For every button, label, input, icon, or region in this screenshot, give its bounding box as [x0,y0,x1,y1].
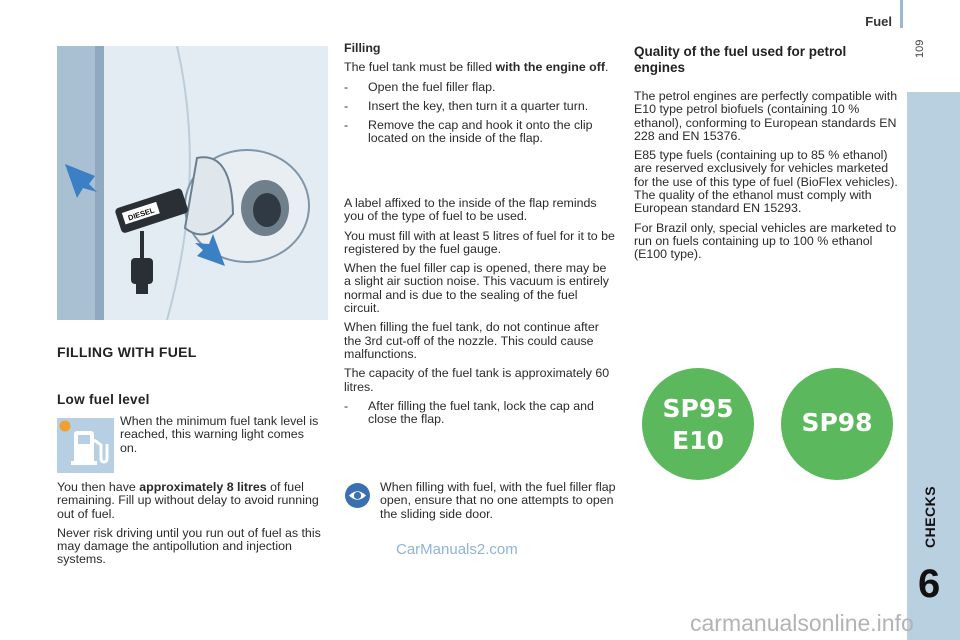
filling-instructions [344,42,616,146]
step-text: After filling the fuel tank, lock the cap and close the flap. [368,398,594,427]
low-fuel-details [57,481,327,567]
filling-step [344,119,616,146]
filling-intro [344,61,616,74]
cap-label-text: DIESEL [126,205,156,223]
low-fuel-description [120,415,320,455]
chapter-number: 6 [918,562,941,606]
page-header-title: Fuel [865,14,892,29]
badge-line2: E10 [672,426,724,455]
section-title: FILLING WITH FUEL [57,344,197,360]
quality-heading: Quality of the fuel used for petrol engines [634,44,847,75]
step-dash: - [344,118,349,133]
badge-line1: SP95 [662,394,734,423]
low-fuel-heading: Low fuel level [57,392,150,407]
page-number: 109 [914,39,926,58]
step-text: Remove the cap and hook it onto the clip located on the inside of the flap. [368,118,593,146]
filling-subtitle: Filling [344,41,381,55]
quality-paragraph: For Brazil only, special vehicles are marketed to run on fuels containing up to 100 % ethanol (E100 type). [634,220,897,262]
cutoff-note: When filling the fuel tank, do not continue after the 3rd cut-off of the nozzle. This could cause malfunctions. [344,320,599,361]
low-fuel-remaining-prefix: You then have [57,480,140,494]
low-fuel-warning: Never risk driving until you run out of fuel as this may damage the antipollution and injection systems. [57,525,321,567]
suction-note: When the fuel filler cap is opened, there may be a slight air suction noise. This vacuum is entirely normal and is due to the sealing of the fuel circuit. [344,261,609,316]
eye-icon [345,483,370,508]
min-fill-note: You must fill with at least 5 litres of fuel for it to be registered by the fuel gauge. [344,228,615,256]
sp98-badge [781,368,893,480]
filling-intro-bold: with the engine off [495,60,605,75]
quality-paragraph: E85 type fuels (containing up to 85 % ethanol) are reserved exclusively for vehicles marketed for the use of this type of fuel (BioFlex vehicles). The quality of the ethanol must comply with European standard EN 15293. [634,148,898,216]
filling-intro-suffix: . [604,60,609,75]
low-fuel-remaining-amount: approximately 8 litres [139,480,267,494]
filling-step [344,400,616,427]
watermark-link[interactable]: CarManuals2.com [396,541,518,558]
step-text: Open the fuel filler flap. [368,79,496,94]
watermark-link[interactable]: carmanualsonline.info [690,610,914,636]
filling-intro-prefix: The fuel tank must be filled [344,60,496,75]
low-fuel-remaining-suffix: of fuel remaining. Fill up without delay to avoid running out of fuel. [57,480,319,521]
quality-text [634,90,904,262]
quality-paragraph: The petrol engines are perfectly compatible with E10 type petrol biofuels (containing 10 % ethanol), conforming to European standards EN 228 and EN 15376. [634,89,898,143]
step-dash: - [344,98,349,113]
step-dash: - [344,398,349,413]
low-fuel-remaining [57,481,327,521]
sp95-e10-badge [642,368,754,480]
fuel-warning-light-icon [57,418,114,473]
step-dash: - [344,79,349,94]
chapter-side-tab [907,92,960,640]
low-fuel-text: When the minimum fuel tank level is reached, this warning light comes on. [120,414,319,455]
filling-step [344,81,616,94]
label-note: A label affixed to the inside of the flap reminds you of the type of fuel to be used. [344,196,597,224]
step-text: Insert the key, then turn it a quarter turn. [368,98,589,113]
fuel-filler-illustration [57,46,328,320]
capacity-note: The capacity of the fuel tank is approximately 60 litres. [344,366,610,394]
filling-step [344,100,616,113]
sliding-door-note [380,481,620,521]
badge-label: SP98 [801,408,873,437]
chapter-label: CHECKS [922,485,938,548]
note-text: When filling with fuel, with the fuel filler flap open, ensure that no one attempts to open the sliding side door. [380,480,616,521]
header-divider [900,0,903,28]
filling-notes [344,197,616,426]
